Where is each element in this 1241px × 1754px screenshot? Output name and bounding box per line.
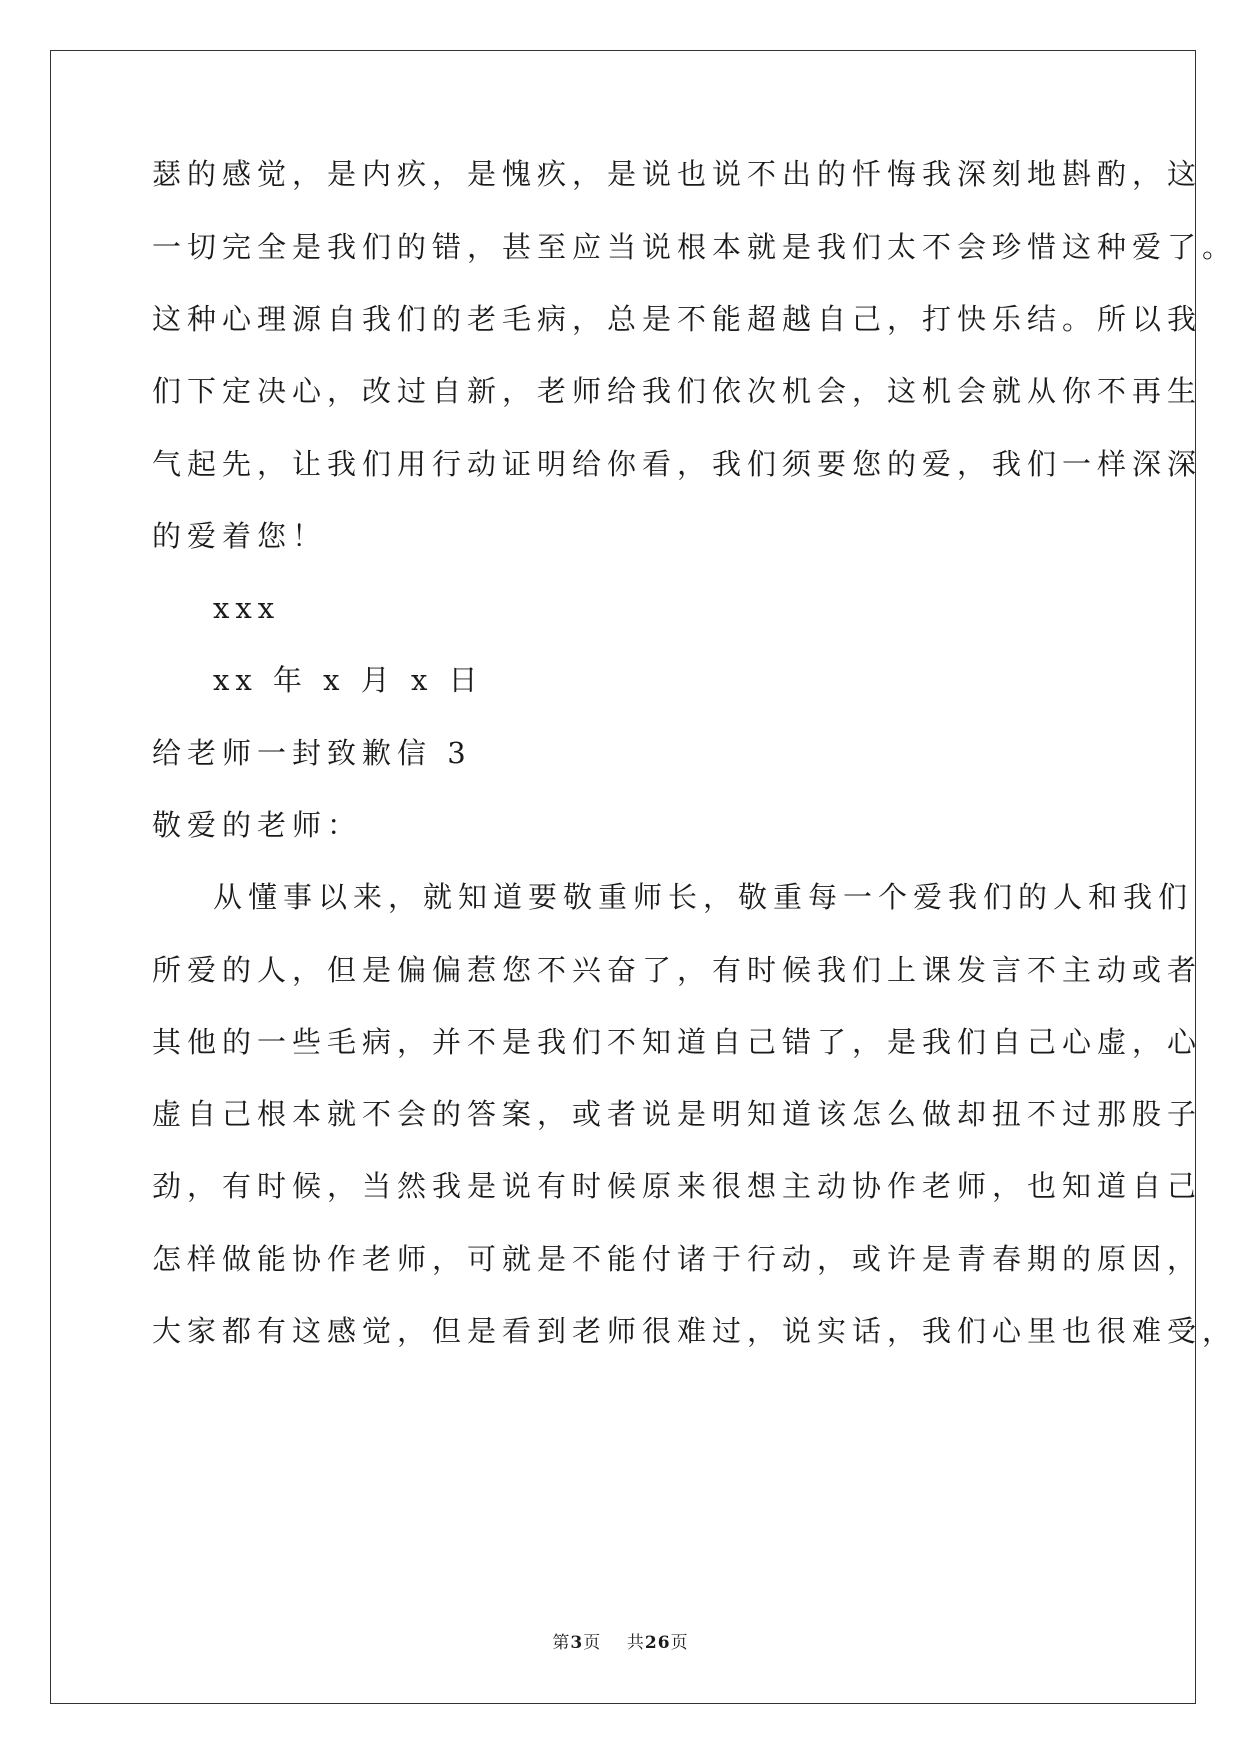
letter-title: 给老师一封致歉信 3 — [152, 736, 472, 770]
body-line: 这种心理源自我们的老毛病，总是不能超越自己，打快乐结。所以我 — [152, 302, 1203, 336]
paragraph-line: 所爱的人，但是偏偏惹您不兴奋了，有时候我们上课发言不主动或者 — [152, 953, 1203, 987]
paragraph-line: 虚自己根本就不会的答案，或者说是明知道该怎么做却扭不过那股子 — [152, 1097, 1203, 1131]
body-line: 一切完全是我们的错，甚至应当说根本就是我们太不会珍惜这种爱了。 — [152, 230, 1238, 264]
date: xx 年 x 月 x 日 — [213, 663, 484, 697]
paragraph-line: 其他的一些毛病，并不是我们不知道自己错了，是我们自己心虚，心 — [152, 1025, 1203, 1059]
page-prefix: 第 — [552, 1633, 571, 1653]
total-suffix: 页 — [670, 1633, 689, 1653]
salutation: 敬爱的老师： — [152, 808, 363, 842]
page-suffix: 页 — [583, 1633, 602, 1653]
body-line: 气起先，让我们用行动证明给你看，我们须要您的爱，我们一样深深 — [152, 447, 1203, 481]
paragraph-line: 劲，有时候，当然我是说有时候原来很想主动协作老师，也知道自己 — [152, 1169, 1203, 1203]
page-footer — [0, 1632, 1241, 1654]
body-line: 瑟的感觉，是内疚，是愧疚，是说也说不出的忏悔我深刻地斟酌，这 — [152, 157, 1203, 191]
page-number: 3 — [570, 1633, 584, 1653]
paragraph-line: 大家都有这感觉，但是看到老师很难过，说实话，我们心里也很难受， — [152, 1314, 1238, 1348]
paragraph-line: 怎样做能协作老师，可就是不能付诸于行动，或许是青春期的原因， — [152, 1242, 1203, 1276]
total-pages: 26 — [644, 1633, 671, 1653]
body-line: 们下定决心，改过自新，老师给我们依次机会，这机会就从你不再生 — [152, 374, 1203, 408]
body-line: 的爱着您！ — [152, 519, 328, 553]
total-prefix: 共 — [626, 1633, 645, 1653]
paragraph-line: 从懂事以来，就知道要敬重师长，敬重每一个爱我们的人和我们 — [213, 880, 1194, 914]
signature: xxx — [213, 591, 281, 625]
